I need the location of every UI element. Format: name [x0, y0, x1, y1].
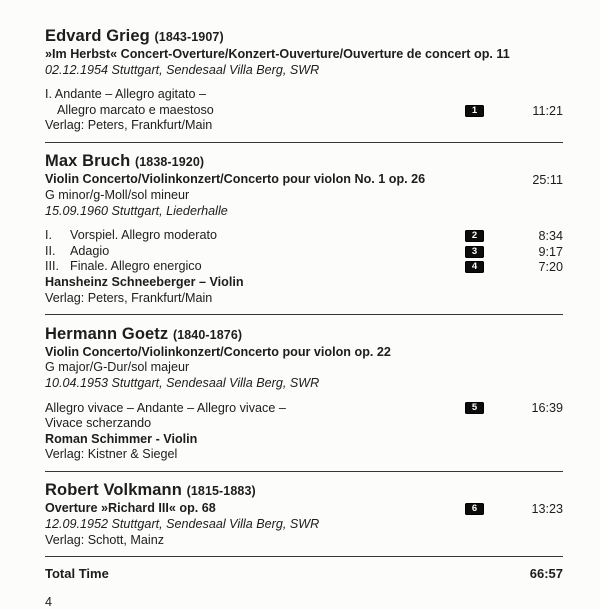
section-divider: [45, 142, 563, 143]
section-divider: [45, 314, 563, 315]
publisher-line: Verlag: Schott, Mainz: [45, 532, 165, 547]
track-number-badge: 6: [465, 503, 484, 515]
work-title: Violin Concerto/Violinkonzert/Concerto pour violon No. 1 op. 26: [45, 172, 426, 187]
movement-row: [45, 244, 563, 260]
composer-name: [45, 151, 563, 172]
recording-info: 02.12.1954 Stuttgart, Sendesaal Villa Berg, SWR: [45, 62, 320, 77]
movement-line: [45, 244, 465, 260]
track-number-badge: 3: [465, 246, 484, 258]
composer-name-text: Hermann Goetz: [45, 324, 169, 343]
track-time: 16:39: [531, 401, 563, 416]
track-time: 8:34: [538, 229, 563, 244]
soloist-line: Roman Schimmer - Violin: [45, 431, 198, 446]
composer-name-text: Robert Volkmann: [45, 481, 182, 500]
track-time: 13:23: [531, 502, 563, 517]
movement-title: Adagio: [70, 243, 110, 258]
work-title-row: [45, 501, 563, 517]
movement-title: Finale. Allegro energico: [70, 259, 202, 274]
movement-line: Vivace scherzando: [45, 416, 152, 431]
movement-line: [45, 259, 465, 275]
movement-line: I. Andante – Allegro agitato –: [45, 87, 207, 102]
work-section-bruch: [45, 151, 563, 306]
movement-line: Allegro marcato e maestoso: [57, 102, 214, 117]
movement-row: [45, 401, 563, 417]
recording-info: 15.09.1960 Stuttgart, Liederhalle: [45, 203, 228, 218]
work-section-volkmann: [45, 480, 563, 548]
total-time-label: Total Time: [45, 565, 109, 581]
composer-dates: (1840-1876): [172, 327, 243, 342]
key-line: G minor/g-Moll/sol mineur: [45, 188, 190, 203]
recording-info: 12.09.1952 Stuttgart, Sendesaal Villa Berg, SWR: [45, 516, 320, 531]
composer-name-text: Edvard Grieg: [45, 27, 150, 45]
recording-info: 10.04.1953 Stuttgart, Sendesaal Villa Berg, SWR: [45, 375, 320, 390]
movement-block: [45, 228, 563, 306]
movement-row: [45, 228, 563, 244]
movement-row: [45, 103, 563, 119]
work-title: Violin Concerto/Violinkonzert/Concerto pour violon op. 22: [45, 344, 391, 359]
track-number-badge: 2: [465, 230, 484, 242]
total-time-value: 66:57: [529, 565, 563, 581]
composer-name-text: Max Bruch: [45, 152, 131, 171]
composer-name: [45, 26, 563, 47]
key-line: G major/G-Dur/sol majeur: [45, 360, 190, 375]
track-number-badge: 4: [465, 261, 484, 273]
movement-block: [45, 87, 563, 134]
track-time: 7:20: [538, 260, 563, 275]
work-title: Overture »Richard III« op. 68: [45, 501, 216, 516]
composer-name: [45, 324, 563, 345]
movement-numeral: III.: [45, 259, 59, 274]
movement-row: [45, 259, 563, 275]
total-time-row: [45, 566, 563, 582]
movement-block: [45, 401, 563, 463]
track-time: 11:21: [532, 103, 563, 118]
movement-title: Vorspiel. Allegro moderato: [70, 228, 218, 243]
composer-name: [45, 480, 563, 501]
composer-dates: (1815-1883): [186, 484, 256, 499]
movement-numeral: I.: [45, 228, 52, 243]
footer-divider: [45, 556, 563, 557]
track-number-badge: 5: [465, 402, 484, 414]
track-number-badge: 1: [465, 105, 484, 117]
track-time: 9:17: [538, 244, 563, 259]
publisher-line: Verlag: Kistner & Siegel: [45, 447, 178, 462]
work-section-goetz: [45, 324, 563, 463]
publisher-line: Verlag: Peters, Frankfurt/Main: [45, 290, 213, 305]
work-section-grieg: [45, 26, 563, 134]
page-number: 4: [45, 594, 53, 609]
movement-line: Allegro vivace – Andante – Allegro vivace –: [45, 400, 286, 415]
movement-numeral: II.: [45, 243, 56, 258]
composer-dates: (1843-1907): [154, 30, 224, 44]
publisher-line: Verlag: Peters, Frankfurt/Main: [45, 118, 213, 133]
movement-line: [45, 228, 465, 244]
work-title-row: [45, 172, 563, 188]
work-title: »Im Herbst« Concert-Overture/Konzert-Ouverture/Ouverture de concert op. 11: [45, 47, 510, 61]
soloist-line: Hansheinz Schneeberger – Violin: [45, 275, 244, 290]
composer-dates: (1838-1920): [134, 155, 205, 170]
work-total-duration: 25:11: [532, 173, 563, 188]
section-divider: [45, 471, 563, 472]
